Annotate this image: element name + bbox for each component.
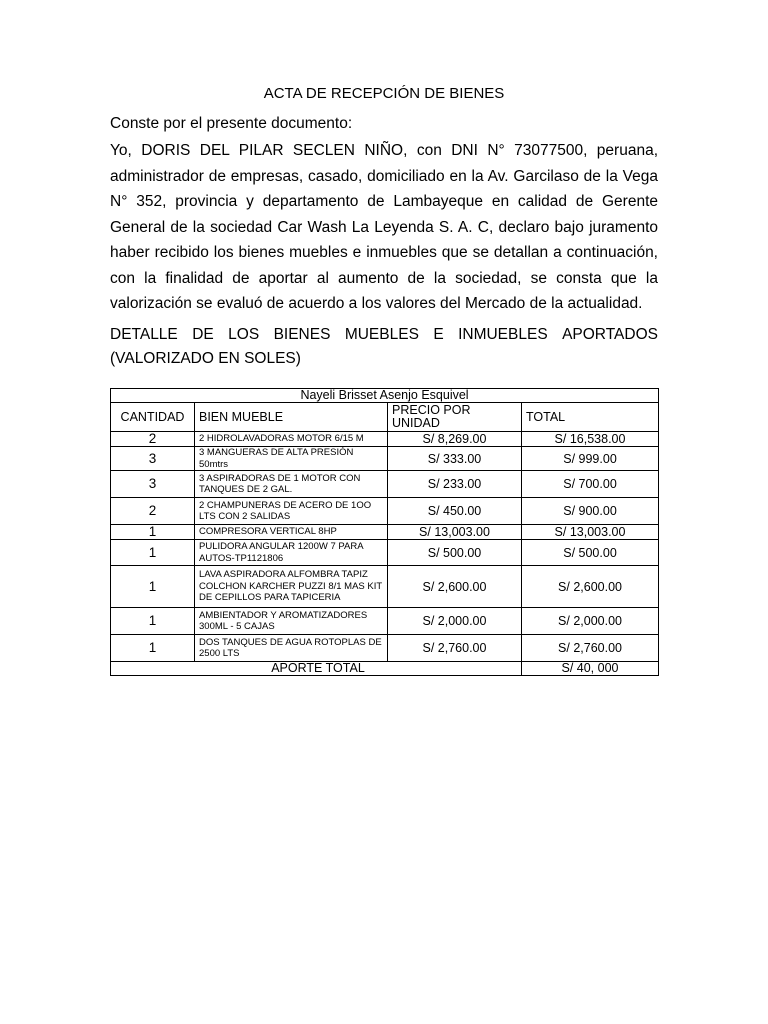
row-quantity: 1 (111, 608, 195, 635)
detail-heading-line1 (110, 323, 658, 347)
row-unit-price: S/ 13,003.00 (388, 525, 522, 540)
detail-word: E (433, 326, 444, 343)
row-item: 3 ASPIRADORAS DE 1 MOTOR CON TANQUES DE 2 GAL. (195, 471, 388, 498)
total-value: S/ 40, 000 (522, 662, 659, 676)
row-item: LAVA ASPIRADORA ALFOMBRA TAPIZ COLCHON KARCHER PUZZI 8/1 MAS KIT DE CEPILLOS PARA TAPICERIA (195, 566, 388, 608)
row-unit-price: S/ 333.00 (388, 447, 522, 471)
detail-heading (110, 323, 658, 371)
table-row (111, 608, 659, 635)
row-unit-price: S/ 8,269.00 (388, 432, 522, 447)
table-row (111, 498, 659, 525)
row-unit-price: S/ 233.00 (388, 471, 522, 498)
table-row (111, 432, 659, 447)
declaration-paragraph: Yo, DORIS DEL PILAR SECLEN NIÑO, con DNI N° 73077500, peruana, administrador de empresas, casado, domiciliado en la Av. Garcilaso de la Vega N° 352, provincia y departamento de Lambayeque en calidad de Gerente General de la sociedad Car Wash La Leyenda S. A. C, declaro bajo juramento haber recibido los bienes muebles e inmuebles que se detallan a continuación, con la finalidad de aportar al aumento de la sociedad, se consta que la valorización se evaluó de acuerdo a los valores del Mercado de la actualidad. (110, 142, 658, 312)
goods-table (110, 388, 659, 676)
table-row (111, 566, 659, 608)
lead-line: Conste por el presente documento: (110, 115, 353, 132)
table-header-row (111, 403, 659, 432)
table-total-row (111, 662, 659, 676)
table-row (111, 635, 659, 662)
table-caption-row (111, 389, 659, 403)
row-unit-price: S/ 450.00 (388, 498, 522, 525)
row-quantity: 3 (111, 471, 195, 498)
row-total: S/ 2,000.00 (522, 608, 659, 635)
row-quantity: 1 (111, 566, 195, 608)
header-quantity: CANTIDAD (111, 403, 195, 432)
header-unit-price: PRECIO POR UNIDAD (388, 403, 522, 432)
row-quantity: 2 (111, 498, 195, 525)
row-total: S/ 999.00 (522, 447, 659, 471)
row-item: DOS TANQUES DE AGUA ROTOPLAS DE 2500 LTS (195, 635, 388, 662)
detail-word: DE (192, 326, 214, 343)
row-total: S/ 13,003.00 (522, 525, 659, 540)
row-unit-price: S/ 2,760.00 (388, 635, 522, 662)
row-item: 3 MANGUERAS DE ALTA PRESIÓN 50mtrs (195, 447, 388, 471)
row-item: COMPRESORA VERTICAL 8HP (195, 525, 388, 540)
row-item: 2 CHAMPUNERAS DE ACERO DE 1OO LTS CON 2 SALIDAS (195, 498, 388, 525)
detail-heading-line2: (VALORIZADO EN SOLES) (110, 350, 301, 367)
row-quantity: 3 (111, 447, 195, 471)
row-total: S/ 2,760.00 (522, 635, 659, 662)
row-unit-price: S/ 2,000.00 (388, 608, 522, 635)
document-title: ACTA DE RECEPCIÓN DE BIENES (263, 85, 505, 102)
row-total: S/ 700.00 (522, 471, 659, 498)
detail-word: INMUEBLES (458, 326, 548, 343)
row-item: 2 HIDROLAVADORAS MOTOR 6/15 M (195, 432, 388, 447)
header-item: BIEN MUEBLE (195, 403, 388, 432)
row-total: S/ 2,600.00 (522, 566, 659, 608)
detail-word: LOS (228, 326, 260, 343)
row-unit-price: S/ 500.00 (388, 540, 522, 566)
row-quantity: 1 (111, 540, 195, 566)
detail-word: BIENES (273, 326, 331, 343)
row-unit-price: S/ 2,600.00 (388, 566, 522, 608)
table-row (111, 540, 659, 566)
row-total: S/ 16,538.00 (522, 432, 659, 447)
table-row (111, 471, 659, 498)
row-item: AMBIENTADOR Y AROMATIZADORES 300ML - 5 CAJAS (195, 608, 388, 635)
row-quantity: 2 (111, 432, 195, 447)
row-quantity: 1 (111, 635, 195, 662)
row-item: PULIDORA ANGULAR 1200W 7 PARA AUTOS-TP1121806 (195, 540, 388, 566)
detail-word: MUEBLES (344, 326, 419, 343)
row-total: S/ 900.00 (522, 498, 659, 525)
total-label: APORTE TOTAL (111, 662, 522, 676)
detail-word: APORTADOS (562, 326, 658, 343)
row-total: S/ 500.00 (522, 540, 659, 566)
detail-word: DETALLE (110, 326, 178, 343)
row-quantity: 1 (111, 525, 195, 540)
table-caption: Nayeli Brisset Asenjo Esquivel (111, 389, 659, 403)
header-total: TOTAL (522, 403, 659, 432)
table-row (111, 447, 659, 471)
table-row (111, 525, 659, 540)
